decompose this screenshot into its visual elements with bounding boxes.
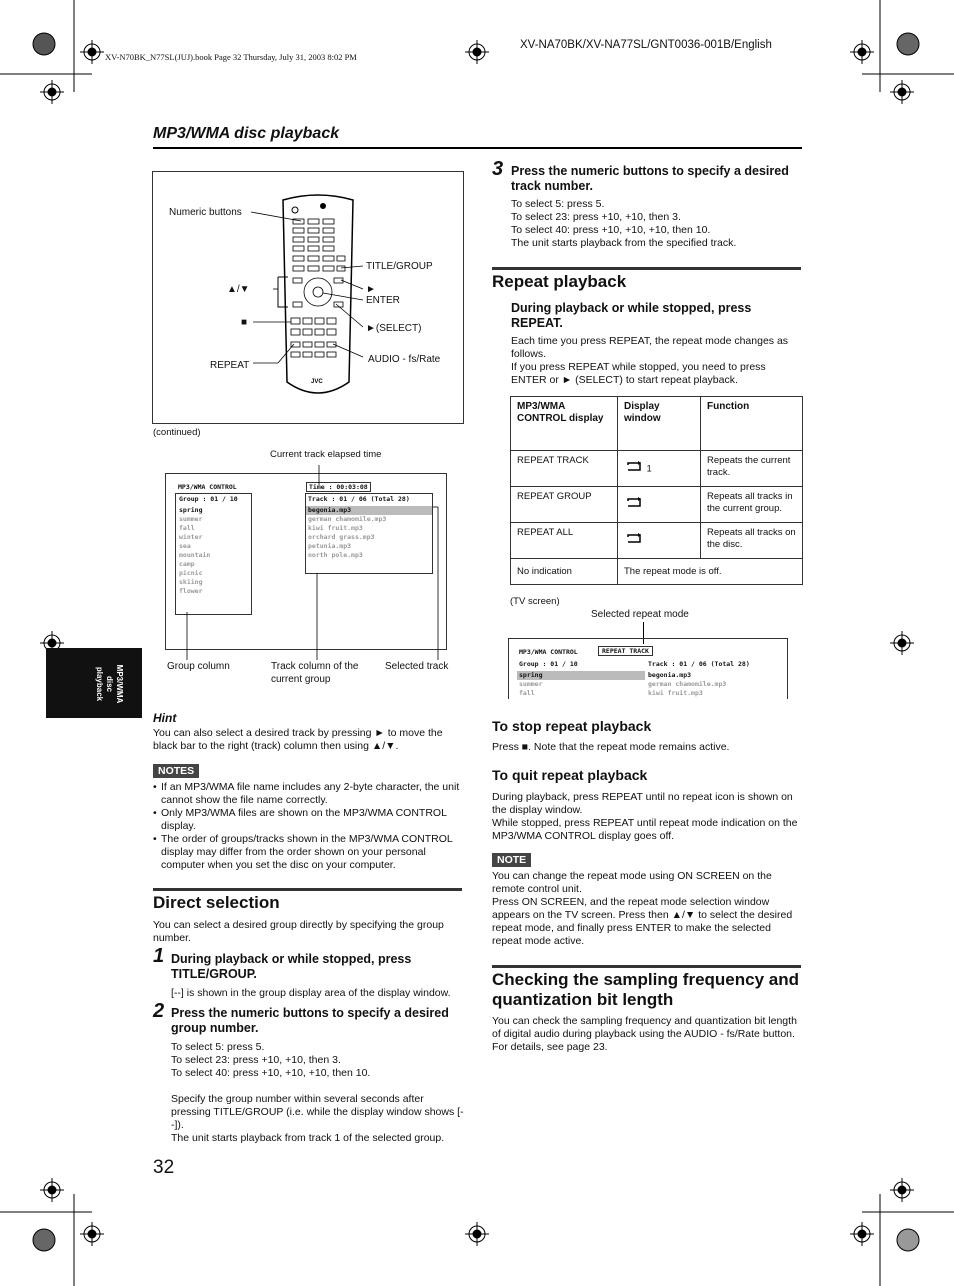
- repeat-function: Repeats the current track.: [701, 451, 803, 487]
- table-row: [511, 487, 803, 523]
- repeat-mode: No indication: [511, 559, 618, 585]
- notes-list: • If an MP3/WMA file name includes any 2-byte character, the unit cannot show the file name correctly. • Only MP3/WMA files are shown on the MP3/WMA CONTROL display. • The order of groups/tracks shown in the MP3/WMA CONTROL display may differ from the order shown on your personal computer when you set the disc on your computer.: [153, 781, 463, 872]
- step-number: 2: [153, 1000, 165, 1022]
- repeat-table: [510, 396, 803, 585]
- repeat-number: 1: [646, 463, 652, 474]
- repeat-icon: [624, 502, 644, 513]
- sampling-title: [492, 970, 799, 1010]
- repeat-subhead: During playback or while stopped, press REPEAT.: [511, 301, 752, 330]
- step3-details: [511, 198, 801, 250]
- tv-group-item[interactable]: fall: [519, 689, 535, 697]
- tv-screen: [508, 638, 788, 699]
- sampling-line: You can check the sampling frequency and quantization bit length of digital audio during playback using the AUDIO - fs/Rate button.: [492, 1015, 797, 1040]
- tv-group-item[interactable]: spring: [517, 671, 645, 680]
- control-title: MP3/WMA CONTROL: [178, 483, 237, 491]
- step1-note: [--] is shown in the group display area of the display window.: [171, 987, 451, 999]
- group-item[interactable]: skiing: [179, 578, 203, 586]
- note-body: [492, 870, 802, 948]
- quit-repeat-line: During playback, press REPEAT until no repeat icon is shown on the display window.: [492, 791, 793, 816]
- sampling-title-line: Checking the sampling frequency and: [492, 970, 800, 989]
- display-window-cell: [618, 487, 701, 523]
- group-item[interactable]: mountain: [179, 551, 211, 559]
- group-item[interactable]: picnic: [179, 569, 203, 577]
- repeat-mode: REPEAT ALL: [511, 523, 618, 559]
- section-rule: [492, 267, 801, 270]
- book-info: XV-N70BK_N77SL(JUJ).book Page 32 Thursday, July 31, 2003 8:02 PM: [105, 52, 357, 62]
- repeat-function: Repeats all tracks on the disc.: [701, 523, 803, 559]
- group-item[interactable]: fall: [179, 524, 195, 532]
- table-row: [511, 451, 803, 487]
- track-item[interactable]: orchard grass.mp3: [308, 533, 375, 541]
- note-line: You can change the repeat mode using ON SCREEN on the remote control unit.: [492, 870, 772, 895]
- direct-selection-intro: You can select a desired group directly by specifying the group number.: [153, 919, 444, 944]
- display-window-cell: [618, 451, 701, 487]
- display-window-cell: [618, 523, 701, 559]
- selected-mode-label: Selected repeat mode: [591, 609, 689, 620]
- group-item[interactable]: winter: [179, 533, 203, 541]
- tv-track-item[interactable]: kiwi fruit.mp3: [648, 689, 703, 697]
- side-tab-line: disc: [105, 675, 114, 692]
- tv-screen-label: (TV screen): [510, 596, 560, 607]
- step3-line: To select 23: press +10, +10, then 3.: [511, 211, 681, 223]
- direct-selection-title: Direct selection: [153, 893, 280, 912]
- step-number: 3: [492, 158, 504, 180]
- repeat-label: REPEAT: [210, 360, 250, 371]
- repeat-body-line: If you press REPEAT while stopped, you need to press ENTER or ► (SELECT) to start repeat playback.: [511, 361, 766, 386]
- tv-track-header: Track : 01 / 06 (Total 28): [648, 660, 750, 668]
- step2-line: To select 5: press 5.: [171, 1041, 265, 1053]
- enter-label: ENTER: [366, 295, 400, 306]
- step2-details: [171, 1041, 466, 1145]
- elapsed-time: Time : 00:03:08: [306, 482, 371, 492]
- step3-line: The unit starts playback from the specified track.: [511, 237, 737, 249]
- hint-title: Hint: [153, 711, 177, 725]
- track-item[interactable]: kiwi fruit.mp3: [308, 524, 363, 532]
- note-badge: NOTE: [492, 853, 531, 867]
- track-header: Track : 01 / 06 (Total 28): [308, 495, 410, 503]
- repeat-body: [511, 335, 801, 387]
- selected-track-label: Selected track: [385, 661, 449, 672]
- title-rule: [153, 147, 802, 149]
- step2-text: Press the numeric buttons to specify a desired group number.: [171, 1006, 449, 1035]
- stop-label: ■: [241, 317, 248, 328]
- hint-text: You can also select a desired track by pressing ► to move the black bar to the right (track) column then using ▲/▼.: [153, 727, 443, 752]
- side-tab: [46, 648, 142, 718]
- quit-repeat-line: While stopped, press REPEAT until repeat mode indication on the MP3/WMA CONTROL display goes off.: [492, 817, 798, 842]
- group-header: Group : 01 / 10: [179, 495, 238, 503]
- tv-control-title: MP3/WMA CONTROL: [519, 648, 578, 656]
- section-rule: [492, 965, 801, 968]
- title-group-label: TITLE/GROUP: [366, 261, 433, 272]
- stop-repeat-title: To stop repeat playback: [492, 718, 652, 734]
- track-column-label: Track column of the current group: [271, 661, 359, 685]
- tv-group-item[interactable]: summer: [519, 680, 543, 688]
- side-tab-line: MP3/WMA: [115, 664, 124, 704]
- track-item-selected[interactable]: begonia.mp3: [306, 506, 432, 515]
- page-number: 32: [153, 1157, 175, 1178]
- page-title: MP3/WMA disc playback: [153, 125, 340, 142]
- repeat-icon: [624, 538, 644, 549]
- group-item[interactable]: camp: [179, 560, 195, 568]
- table-header: Display window: [618, 397, 701, 451]
- remote-figure: [152, 171, 464, 424]
- model-number: XV-NA70BK/XV-NA77SL/GNT0036-001B/English: [520, 39, 772, 51]
- step3-text: Press the numeric buttons to specify a desired track number.: [511, 164, 789, 193]
- track-item[interactable]: german chamomile.mp3: [308, 515, 387, 523]
- tv-group-header: Group : 01 / 10: [519, 660, 578, 668]
- step2-line: To select 23: press +10, +10, then 3.: [171, 1054, 341, 1066]
- sampling-title-line: quantization bit length: [492, 990, 674, 1009]
- play-label: ►: [366, 284, 376, 295]
- quit-repeat-body: [492, 791, 802, 843]
- step2-line: To select 40: press +10, +10, +10, then 10.: [171, 1067, 371, 1079]
- note-item: If an MP3/WMA file name includes any 2-byte character, the unit cannot show the file name correctly.: [161, 781, 460, 806]
- group-item[interactable]: summer: [179, 515, 203, 523]
- sampling-body: [492, 1015, 802, 1054]
- remote-brand: JVC: [311, 379, 323, 385]
- repeat-mode: REPEAT TRACK: [511, 451, 618, 487]
- sampling-line: For details, see page 23.: [492, 1041, 608, 1053]
- repeat-mode-indicator: REPEAT TRACK: [598, 646, 653, 656]
- repeat-function: Repeats all tracks in the current group.: [701, 487, 803, 523]
- side-tab-line: playback: [95, 666, 104, 702]
- step2-note: Specify the group number within several seconds after pressing TITLE/GROUP (i.e. while the display window shows [--]).: [171, 1093, 464, 1131]
- step3-line: To select 5: press 5.: [511, 198, 605, 210]
- repeat-body-line: Each time you press REPEAT, the repeat mode changes as follows.: [511, 335, 789, 360]
- step3-line: To select 40: press +10, +10, +10, then 10.: [511, 224, 711, 236]
- note-item: The order of groups/tracks shown in the MP3/WMA CONTROL display may differ from the order shown on your personal computer when you set the disc on your computer.: [161, 833, 453, 871]
- note-line: Press ON SCREEN, and the repeat mode selection window appears on the TV screen. Press then ▲/▼ to select the desired repeat mode, and finally press ENTER to make the selected repeat mode active.: [492, 896, 793, 947]
- tv-track-item[interactable]: german chamomile.mp3: [648, 680, 727, 688]
- numeric-buttons-label: Numeric buttons: [169, 207, 242, 218]
- continued-label: (continued): [153, 427, 201, 438]
- step1-text: During playback or while stopped, press TITLE/GROUP.: [171, 952, 412, 981]
- quit-repeat-title: To quit repeat playback: [492, 767, 648, 783]
- track-item[interactable]: north pole.mp3: [308, 551, 363, 559]
- repeat-mode: REPEAT GROUP: [511, 487, 618, 523]
- track-item[interactable]: petunia.mp3: [308, 542, 352, 550]
- elapsed-time-label: Current track elapsed time: [270, 449, 382, 460]
- stop-repeat-text: Press ■. Note that the repeat mode remains active.: [492, 741, 730, 753]
- table-header: Function: [701, 397, 803, 451]
- step-number: 1: [153, 945, 165, 967]
- repeat-icon: [624, 460, 644, 478]
- repeat-title: Repeat playback: [492, 272, 627, 291]
- tv-track-item[interactable]: begonia.mp3: [648, 671, 692, 679]
- group-column-label: Group column: [167, 661, 230, 672]
- section-rule: [153, 888, 462, 891]
- repeat-off-text: The repeat mode is off.: [618, 559, 803, 585]
- step2-note: The unit starts playback from track 1 of the selected group.: [171, 1132, 445, 1144]
- arrows-label: ▲/▼: [227, 284, 250, 295]
- note-item: Only MP3/WMA files are shown on the MP3/WMA CONTROL display.: [161, 807, 447, 832]
- display-leader-lines: [150, 455, 460, 660]
- table-header: MP3/WMA CONTROL display: [511, 397, 618, 451]
- notes-badge: NOTES: [153, 764, 199, 778]
- select-label: ►(SELECT): [366, 323, 422, 334]
- table-row: [511, 523, 803, 559]
- group-item[interactable]: flower: [179, 587, 203, 595]
- audio-label: AUDIO - fs/Rate: [368, 354, 441, 365]
- group-item[interactable]: sea: [179, 542, 191, 550]
- group-item[interactable]: spring: [179, 506, 203, 514]
- table-row: [511, 559, 803, 585]
